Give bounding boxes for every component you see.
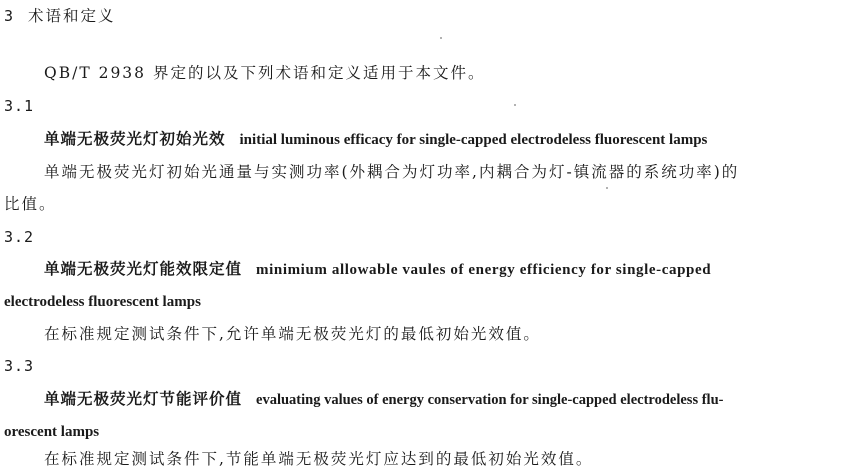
term-heading-3-1: [44, 129, 707, 150]
term-heading-3-3-cont: [4, 421, 99, 442]
definition-3-3: [44, 449, 593, 469]
term-en: initial luminous efficacy for single-capped electrodeless fluorescent lamps: [239, 132, 708, 148]
term-en: evaluating values of energy conservation for single-capped electrodeless flu-: [256, 392, 724, 408]
scan-speck: [606, 187, 608, 189]
definition-text: 比值。: [4, 195, 57, 213]
term-en: minimium allowable vaules of energy efficiency for single-capped: [256, 262, 712, 278]
intro-text: QB/T 2938 界定的以及下列术语和定义适用于本文件。: [44, 64, 486, 82]
term-number-3-2: [4, 227, 34, 247]
term-en: electrodeless fluorescent lamps: [4, 294, 201, 310]
term-number: 3.1: [4, 97, 35, 115]
definition-3-2: [44, 324, 541, 344]
term-number-3-1: [4, 96, 34, 116]
definition-3-1-line2: [4, 194, 57, 214]
section-intro: [44, 63, 485, 83]
definition-text: 在标准规定测试条件下,允许单端无极荧光灯的最低初始光效值。: [44, 325, 541, 343]
section-heading: [4, 6, 116, 26]
definition-text: 在标准规定测试条件下,节能单端无极荧光灯应达到的最低初始光效值。: [44, 450, 594, 468]
term-zh: 单端无极荧光灯能效限定值: [44, 259, 243, 278]
term-zh: 单端无极荧光灯初始光效: [44, 129, 226, 148]
term-number: 3.3: [4, 357, 35, 375]
scan-speck: [514, 104, 516, 106]
term-number: 3.2: [4, 228, 35, 246]
term-heading-3-2-cont: [4, 291, 201, 312]
term-number-3-3: [4, 356, 34, 376]
section-number: 3: [4, 7, 15, 25]
term-heading-3-3: [44, 389, 723, 410]
definition-text: 单端无极荧光灯初始光通量与实测功率(外耦合为灯功率,内耦合为灯-镇流器的系统功率)的: [44, 163, 740, 181]
term-heading-3-2: [44, 259, 711, 280]
definition-3-1-line1: [44, 162, 739, 182]
term-en: orescent lamps: [4, 424, 100, 440]
section-title: 术语和定义: [28, 7, 116, 25]
term-zh: 单端无极荧光灯节能评价值: [44, 389, 243, 408]
scan-speck: [440, 37, 442, 39]
